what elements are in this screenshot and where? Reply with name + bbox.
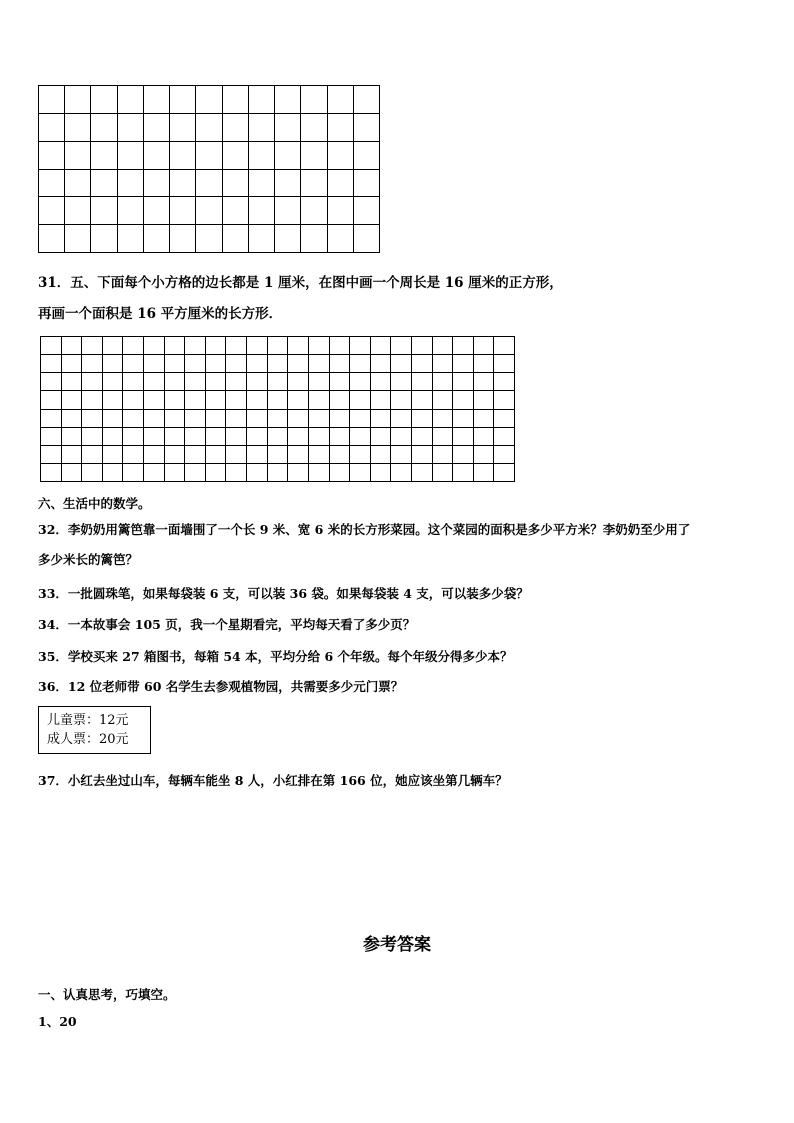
answer-key-title: 参考答案: [363, 935, 431, 955]
grid-cell: [330, 428, 351, 446]
grid-cell: [301, 114, 327, 142]
grid-cell: [247, 337, 268, 355]
grid-cell: [309, 373, 330, 391]
grid-cell: [350, 464, 371, 482]
grid-cell: [433, 428, 454, 446]
grid-cell: [185, 337, 206, 355]
grid-cell: [196, 225, 222, 253]
grid-cell: [268, 337, 289, 355]
grid-cell: [494, 446, 515, 464]
grid-cell: [185, 373, 206, 391]
grid-cell: [453, 355, 474, 373]
grid-cell: [223, 114, 249, 142]
grid-cell: [453, 391, 474, 409]
grid-cell: [123, 373, 144, 391]
grid-cell: [247, 410, 268, 428]
grid-cell: [165, 428, 186, 446]
grid-cell: [328, 86, 354, 114]
grid-cell: [453, 410, 474, 428]
grid-cell: [371, 464, 392, 482]
adult-ticket-price: 成人票：20元: [47, 732, 129, 747]
grid-cell: [123, 391, 144, 409]
grid-cell: [474, 391, 495, 409]
grid-cell: [170, 142, 196, 170]
grid-cell: [453, 464, 474, 482]
grid-cell: [268, 373, 289, 391]
grid-cell: [123, 410, 144, 428]
grid-cell: [39, 86, 65, 114]
grid-cell: [123, 428, 144, 446]
grid-cell: [103, 373, 124, 391]
grid-cell: [350, 446, 371, 464]
grid-cell: [391, 391, 412, 409]
question-37: 37．小红去坐过山车，每辆车能坐 8 人，小红排在第 166 位，她应该坐第几辆车？: [38, 773, 508, 788]
grid-cell: [103, 428, 124, 446]
grid-cell: [354, 225, 380, 253]
grid-cell: [301, 86, 327, 114]
grid-cell: [433, 464, 454, 482]
grid-cell: [268, 391, 289, 409]
grid-cell: [226, 410, 247, 428]
grid-cell: [247, 373, 268, 391]
grid-cell: [226, 446, 247, 464]
grid-cell: [185, 410, 206, 428]
grid-cell: [206, 410, 227, 428]
grid-cell: [62, 464, 83, 482]
grid-cell: [350, 355, 371, 373]
grid-cell: [268, 410, 289, 428]
grid-cell: [82, 337, 103, 355]
grid-cell: [371, 355, 392, 373]
grid-cell: [62, 428, 83, 446]
grid-cell: [165, 391, 186, 409]
grid-cell: [301, 225, 327, 253]
grid-cell: [206, 373, 227, 391]
grid-cell: [62, 446, 83, 464]
question-32-line1: 32．李奶奶用篱笆靠一面墙围了一个长 9 米、宽 6 米的长方形菜园。这个菜园的面积是多少平方米？李奶奶至少用了: [38, 522, 691, 537]
grid-cell: [62, 410, 83, 428]
grid-cell: [223, 142, 249, 170]
grid-cell: [144, 225, 170, 253]
grid-cell: [103, 355, 124, 373]
grid-cell: [91, 170, 117, 198]
grid-cell: [118, 142, 144, 170]
grid-cell: [350, 391, 371, 409]
grid-cell: [82, 391, 103, 409]
grid-cell: [309, 391, 330, 409]
grid-cell: [309, 337, 330, 355]
grid-cell: [275, 86, 301, 114]
grid-cell: [354, 170, 380, 198]
grid-cell: [65, 225, 91, 253]
grid-cell: [165, 337, 186, 355]
grid-cell: [185, 355, 206, 373]
answer-section-1-title: 一、认真思考，巧填空。: [38, 987, 176, 1002]
grid-cell: [41, 337, 62, 355]
grid-cell: [309, 446, 330, 464]
grid-cell: [371, 373, 392, 391]
grid-cell: [391, 464, 412, 482]
grid-cell: [226, 464, 247, 482]
grid-cell: [91, 114, 117, 142]
grid-cell: [144, 410, 165, 428]
grid-cell: [123, 464, 144, 482]
grid-cell: [412, 464, 433, 482]
grid-cell: [62, 355, 83, 373]
drawing-grid-large: [40, 336, 515, 482]
grid-cell: [433, 373, 454, 391]
section-title-6: 六、生活中的数学。: [38, 496, 151, 511]
question-35: 35．学校买来 27 箱图书，每箱 54 本，平均分给 6 个年级。每个年级分得多少本？: [38, 649, 513, 664]
grid-cell: [247, 355, 268, 373]
grid-cell: [288, 337, 309, 355]
grid-cell: [65, 142, 91, 170]
grid-cell: [144, 197, 170, 225]
grid-cell: [196, 86, 222, 114]
grid-cell: [268, 446, 289, 464]
question-31-line2: 再画一个面积是 16 平方厘米的长方形．: [38, 306, 283, 322]
grid-cell: [288, 428, 309, 446]
grid-cell: [391, 337, 412, 355]
grid-cell: [433, 355, 454, 373]
grid-cell: [144, 446, 165, 464]
grid-cell: [412, 410, 433, 428]
grid-cell: [354, 197, 380, 225]
grid-cell: [165, 464, 186, 482]
grid-cell: [144, 464, 165, 482]
drawing-grid-small: [38, 85, 380, 253]
grid-cell: [474, 464, 495, 482]
grid-cell: [494, 464, 515, 482]
grid-cell: [288, 355, 309, 373]
grid-cell: [309, 355, 330, 373]
grid-cell: [275, 114, 301, 142]
grid-cell: [453, 428, 474, 446]
question-33: 33．一批圆珠笔，如果每袋装 6 支，可以装 36 袋。如果每袋装 4 支，可以装多少袋？: [38, 586, 529, 601]
grid-cell: [328, 197, 354, 225]
grid-cell: [144, 86, 170, 114]
question-32-line2: 多少米长的篱笆？: [38, 552, 139, 567]
grid-cell: [354, 86, 380, 114]
grid-cell: [41, 410, 62, 428]
grid-cell: [354, 142, 380, 170]
grid-cell: [247, 428, 268, 446]
grid-cell: [65, 114, 91, 142]
grid-cell: [144, 373, 165, 391]
grid-cell: [103, 446, 124, 464]
grid-cell: [226, 428, 247, 446]
grid-cell: [247, 446, 268, 464]
grid-cell: [309, 428, 330, 446]
grid-cell: [268, 428, 289, 446]
grid-cell: [412, 391, 433, 409]
grid-cell: [249, 170, 275, 198]
grid-cell: [391, 355, 412, 373]
grid-cell: [41, 355, 62, 373]
grid-cell: [41, 373, 62, 391]
grid-cell: [91, 86, 117, 114]
grid-cell: [453, 373, 474, 391]
grid-cell: [288, 373, 309, 391]
grid-cell: [144, 170, 170, 198]
grid-cell: [82, 410, 103, 428]
grid-cell: [474, 446, 495, 464]
grid-cell: [412, 355, 433, 373]
grid-cell: [196, 142, 222, 170]
grid-cell: [206, 337, 227, 355]
grid-cell: [249, 114, 275, 142]
grid-cell: [330, 391, 351, 409]
grid-cell: [65, 170, 91, 198]
grid-cell: [412, 446, 433, 464]
grid-cell: [391, 410, 412, 428]
grid-cell: [165, 355, 186, 373]
grid-cell: [170, 86, 196, 114]
grid-cell: [391, 446, 412, 464]
grid-cell: [433, 391, 454, 409]
grid-cell: [350, 410, 371, 428]
grid-cell: [494, 355, 515, 373]
grid-cell: [354, 114, 380, 142]
grid-cell: [185, 428, 206, 446]
grid-cell: [170, 170, 196, 198]
ticket-price-box: [38, 706, 151, 754]
grid-cell: [82, 428, 103, 446]
grid-cell: [301, 197, 327, 225]
grid-cell: [249, 86, 275, 114]
grid-cell: [494, 410, 515, 428]
grid-cell: [328, 225, 354, 253]
grid-cell: [196, 197, 222, 225]
grid-cell: [226, 337, 247, 355]
grid-cell: [350, 373, 371, 391]
grid-cell: [226, 355, 247, 373]
grid-cell: [62, 391, 83, 409]
grid-cell: [275, 225, 301, 253]
grid-cell: [226, 373, 247, 391]
grid-cell: [206, 446, 227, 464]
grid-cell: [223, 170, 249, 198]
grid-cell: [123, 446, 144, 464]
grid-cell: [41, 464, 62, 482]
grid-cell: [288, 391, 309, 409]
grid-cell: [330, 410, 351, 428]
grid-cell: [118, 86, 144, 114]
grid-cell: [226, 391, 247, 409]
grid-cell: [371, 428, 392, 446]
grid-cell: [82, 355, 103, 373]
grid-cell: [123, 337, 144, 355]
grid-cell: [433, 410, 454, 428]
grid-cell: [494, 391, 515, 409]
question-34: 34．一本故事会 105 页，我一个星期看完，平均每天看了多少页？: [38, 617, 416, 632]
grid-cell: [474, 337, 495, 355]
grid-cell: [118, 225, 144, 253]
grid-cell: [91, 142, 117, 170]
grid-cell: [275, 170, 301, 198]
grid-cell: [247, 464, 268, 482]
grid-cell: [288, 446, 309, 464]
grid-cell: [249, 142, 275, 170]
grid-cell: [144, 337, 165, 355]
grid-cell: [494, 428, 515, 446]
grid-cell: [65, 86, 91, 114]
grid-cell: [39, 142, 65, 170]
grid-cell: [268, 464, 289, 482]
grid-cell: [474, 410, 495, 428]
grid-cell: [412, 428, 433, 446]
grid-cell: [371, 410, 392, 428]
grid-cell: [170, 197, 196, 225]
grid-cell: [494, 373, 515, 391]
grid-cell: [165, 410, 186, 428]
grid-cell: [412, 337, 433, 355]
grid-cell: [328, 170, 354, 198]
grid-cell: [41, 391, 62, 409]
grid-cell: [249, 225, 275, 253]
grid-cell: [330, 355, 351, 373]
grid-cell: [170, 114, 196, 142]
grid-cell: [309, 410, 330, 428]
grid-cell: [371, 391, 392, 409]
grid-cell: [206, 464, 227, 482]
grid-cell: [82, 446, 103, 464]
grid-cell: [144, 428, 165, 446]
grid-cell: [144, 142, 170, 170]
grid-cell: [288, 464, 309, 482]
grid-cell: [350, 428, 371, 446]
grid-cell: [453, 446, 474, 464]
grid-cell: [144, 114, 170, 142]
grid-cell: [330, 446, 351, 464]
grid-cell: [123, 355, 144, 373]
grid-cell: [223, 86, 249, 114]
grid-cell: [91, 197, 117, 225]
grid-cell: [62, 337, 83, 355]
grid-cell: [330, 337, 351, 355]
grid-cell: [144, 391, 165, 409]
grid-cell: [103, 464, 124, 482]
grid-cell: [39, 225, 65, 253]
grid-cell: [185, 446, 206, 464]
grid-cell: [371, 446, 392, 464]
grid-cell: [103, 391, 124, 409]
grid-cell: [268, 355, 289, 373]
grid-cell: [185, 391, 206, 409]
grid-cell: [330, 373, 351, 391]
grid-cell: [144, 355, 165, 373]
grid-cell: [391, 373, 412, 391]
grid-cell: [206, 391, 227, 409]
grid-cell: [453, 337, 474, 355]
grid-cell: [391, 428, 412, 446]
answer-1: 1、20: [38, 1014, 77, 1029]
grid-cell: [82, 373, 103, 391]
grid-cell: [91, 225, 117, 253]
grid-cell: [41, 428, 62, 446]
grid-cell: [474, 373, 495, 391]
grid-cell: [328, 114, 354, 142]
question-31-line1: 31．五、下面每个小方格的边长都是 1 厘米，在图中画一个周长是 16 厘米的正方形，: [38, 275, 563, 291]
grid-cell: [474, 428, 495, 446]
grid-cell: [433, 446, 454, 464]
grid-cell: [288, 410, 309, 428]
grid-cell: [118, 114, 144, 142]
grid-cell: [170, 225, 196, 253]
grid-cell: [39, 197, 65, 225]
grid-cell: [330, 464, 351, 482]
grid-cell: [103, 410, 124, 428]
grid-cell: [165, 446, 186, 464]
grid-cell: [118, 197, 144, 225]
grid-cell: [39, 114, 65, 142]
grid-cell: [494, 337, 515, 355]
grid-cell: [412, 373, 433, 391]
grid-cell: [103, 337, 124, 355]
grid-cell: [206, 428, 227, 446]
grid-cell: [309, 464, 330, 482]
grid-cell: [275, 142, 301, 170]
grid-cell: [474, 355, 495, 373]
grid-cell: [65, 197, 91, 225]
grid-cell: [196, 114, 222, 142]
grid-cell: [196, 170, 222, 198]
grid-cell: [185, 464, 206, 482]
grid-cell: [223, 225, 249, 253]
grid-cell: [41, 446, 62, 464]
question-36: 36．12 位老师带 60 名学生去参观植物园，共需要多少元门票？: [38, 679, 404, 694]
grid-cell: [275, 197, 301, 225]
grid-cell: [301, 142, 327, 170]
grid-cell: [223, 197, 249, 225]
grid-cell: [82, 464, 103, 482]
grid-cell: [350, 337, 371, 355]
grid-cell: [249, 197, 275, 225]
grid-cell: [39, 170, 65, 198]
grid-cell: [371, 337, 392, 355]
grid-cell: [206, 355, 227, 373]
grid-cell: [247, 391, 268, 409]
grid-cell: [433, 337, 454, 355]
grid-cell: [62, 373, 83, 391]
grid-cell: [118, 170, 144, 198]
grid-cell: [165, 373, 186, 391]
grid-cell: [328, 142, 354, 170]
child-ticket-price: 儿童票：12元: [47, 713, 129, 728]
grid-cell: [301, 170, 327, 198]
